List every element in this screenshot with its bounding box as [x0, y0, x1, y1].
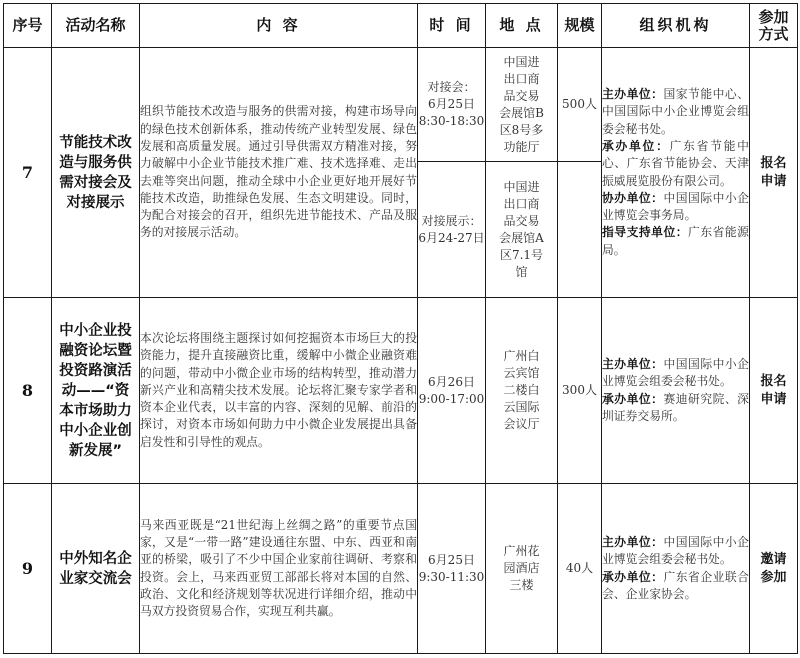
activity-name-line: 需对接会及 — [59, 174, 132, 191]
activity-place — [486, 48, 558, 162]
place-line: 二楼白 — [503, 383, 540, 397]
activity-content: 马来西亚既是“21世纪海上丝绸之路”的重要节点国家，又是“一带一路”建设通往东盟、中东、西亚和南亚的桥梁，吸引了不少中国企业家前往调研、考察和投资。会上，马来西亚贸工部部长将对本国的自然、政治、文化和经济规划等状况进行详细介绍，推动中马双方投资贸易合作，实现互利共赢。 — [140, 484, 418, 654]
mode-line: 邀请 — [760, 551, 787, 567]
mode-line: 申请 — [760, 391, 787, 407]
table-row — [4, 48, 798, 162]
activity-name — [52, 484, 140, 654]
place-line: 会展馆B — [499, 105, 544, 120]
place-line: 区7.1号 — [499, 247, 544, 262]
participation-mode — [750, 298, 798, 484]
organizer-text: 中国国际中小企业博览会组委会秘书处。 — [602, 534, 749, 567]
activity-scale: 40人 — [558, 484, 602, 654]
mode-line: 申请 — [760, 173, 787, 189]
activity-schedule-table — [3, 3, 798, 654]
activity-organizers — [602, 484, 750, 654]
mode-line: 报名 — [760, 373, 787, 389]
organizer-entry — [602, 356, 749, 391]
row-seq: 8 — [4, 298, 52, 484]
activity-name — [52, 48, 140, 298]
organizer-text: 中国国际中小企业博览会事务局。 — [602, 190, 749, 223]
organizer-entry — [602, 224, 749, 259]
activity-name-line: 节能技术改 — [59, 134, 132, 151]
time-line: 对接展示： — [421, 213, 482, 228]
place-line: 园酒店 — [503, 561, 540, 575]
organizer-label: 主办单位： — [602, 534, 664, 549]
organizer-label: 主办单位： — [602, 356, 664, 371]
time-line: 6月25日 — [428, 552, 475, 567]
place-line: 区8号多 — [499, 122, 544, 137]
time-line: 6月26日 — [428, 374, 475, 389]
activity-place — [486, 298, 558, 484]
mode-line: 报名 — [760, 155, 787, 171]
place-line: 云宾馆 — [503, 366, 540, 380]
place-line: 出口商 — [503, 71, 540, 86]
activity-place — [486, 484, 558, 654]
place-line: 三楼 — [509, 578, 534, 592]
participation-mode — [750, 484, 798, 654]
activity-time — [418, 484, 486, 654]
place-line: 馆 — [515, 264, 528, 279]
organizer-entry — [602, 138, 749, 190]
activity-name-line: 中外知名企 — [59, 550, 132, 567]
activity-name-line: 中小企业投 — [59, 322, 132, 339]
place-line: 会议厅 — [503, 417, 540, 431]
organizer-entry — [602, 569, 749, 604]
table-header-row — [4, 4, 798, 48]
organizer-label: 主办单位： — [602, 87, 664, 102]
activity-scale: 500人 — [558, 48, 602, 162]
activity-name-line: 造与服务供 — [59, 154, 132, 171]
activity-name-line: 融资论坛暨 — [59, 342, 132, 359]
organizer-text: 广东省能源局。 — [602, 225, 749, 257]
activity-organizers — [602, 298, 750, 484]
activity-name-line: 投资路演活 — [59, 362, 132, 379]
organizer-label: 承办单位： — [602, 138, 670, 153]
place-line: 品交易 — [503, 213, 540, 228]
header-scale: 规模 — [558, 4, 602, 48]
activity-scale-empty — [558, 162, 602, 298]
time-line: 6月25日 — [428, 97, 475, 111]
time-line: 9:30-11:30 — [418, 569, 485, 584]
time-line: 8:30-18:30 — [418, 114, 485, 128]
header-organizer: 组织机构 — [602, 4, 750, 48]
header-seq: 序号 — [4, 4, 52, 48]
header-time: 时 间 — [418, 4, 486, 48]
activity-name-line: 业家交流会 — [59, 570, 132, 587]
activity-content: 本次论坛将围绕主题探讨如何挖掘资本市场巨大的投资能力，提升直接融资比重，缓解中小微企业融资难的问题，带动中小微企业市场的结构转型，推动潜力新兴产业和高精尖技术发展。论坛将汇聚专家学者和资本企业代表，以丰富的内容、深刻的见解、前沿的探讨，对资本市场如何助力中小微企业发展提出具备启发性和引导性的观点。 — [140, 298, 418, 484]
organizer-text: 广东省节能中心、广东省节能协会、天津振威展览股份有限公司。 — [602, 138, 749, 188]
activity-name-line: 对接展示 — [66, 194, 125, 211]
organizer-text: 赛迪研究院、深圳证券交易所。 — [602, 391, 749, 423]
organizer-label: 协办单位： — [602, 190, 664, 205]
place-line: 出口商 — [503, 196, 540, 211]
place-line: 云国际 — [503, 400, 540, 414]
activity-organizers — [602, 48, 750, 298]
organizer-entry — [602, 190, 749, 225]
activity-name — [52, 298, 140, 484]
activity-name-line: 本市场助力 — [59, 402, 132, 419]
organizer-entry — [602, 534, 749, 569]
time-line: 9:00-17:00 — [418, 391, 485, 406]
place-line: 中国进 — [503, 54, 540, 69]
header-mode-line: 方式 — [758, 24, 789, 43]
activity-scale: 300人 — [558, 298, 602, 484]
time-line: 6月24-27日 — [418, 230, 485, 245]
header-content: 内 容 — [140, 4, 418, 48]
place-line: 功能厅 — [503, 139, 540, 154]
header-activity-name: 活动名称 — [52, 4, 140, 48]
place-line: 中国进 — [503, 179, 540, 194]
activity-time — [418, 48, 486, 162]
organizer-entry — [602, 86, 749, 138]
organizer-entry — [602, 391, 749, 426]
activity-name-line: 新发展” — [68, 442, 123, 459]
activity-name-line: 动——“资 — [61, 382, 130, 399]
activity-place — [486, 162, 558, 298]
organizer-text: 国家节能中心、中国国际中小企业博览会组委会秘书处。 — [602, 87, 749, 136]
row-seq: 7 — [4, 48, 52, 298]
organizer-label: 承办单位： — [602, 569, 664, 584]
organizer-text: 广东省企业联合会、企业家协会。 — [602, 569, 749, 601]
place-line: 广州白 — [503, 349, 540, 363]
header-participation-mode — [750, 4, 798, 48]
header-place: 地 点 — [486, 4, 558, 48]
organizer-text: 中国国际中小企业博览会组委会秘书处。 — [602, 356, 749, 389]
activity-time — [418, 162, 486, 298]
place-line: 会展馆A — [499, 230, 544, 245]
activity-name-line: 中小企业创 — [59, 422, 132, 439]
participation-mode — [750, 48, 798, 298]
header-mode-line: 参加 — [758, 7, 789, 26]
activity-content: 组织节能技术改造与服务的供需对接，构建市场导向的绿色技术创新体系，推动传统产业转型发展、绿色发展和高质量发展。通过引导供需双方精准对接，努力破解中小企业节能技术推广难、技术选择难、走出去难等突出问题，推动全球中小企业更好地开展好节能技术改造，助推绿色发展、生态文明建设。同时，为配合对接会的召开，组织先进节能技术、产品及服务的对接展示活动。 — [140, 48, 418, 298]
table-row — [4, 484, 798, 654]
row-seq: 9 — [4, 484, 52, 654]
mode-line: 参加 — [760, 569, 787, 585]
place-line: 品交易 — [503, 88, 540, 103]
table-row — [4, 298, 798, 484]
activity-time — [418, 298, 486, 484]
place-line: 广州花 — [503, 544, 540, 558]
organizer-label: 指导支持单位： — [602, 225, 689, 240]
organizer-label: 承办单位： — [602, 391, 664, 406]
time-line: 对接会： — [427, 80, 476, 94]
